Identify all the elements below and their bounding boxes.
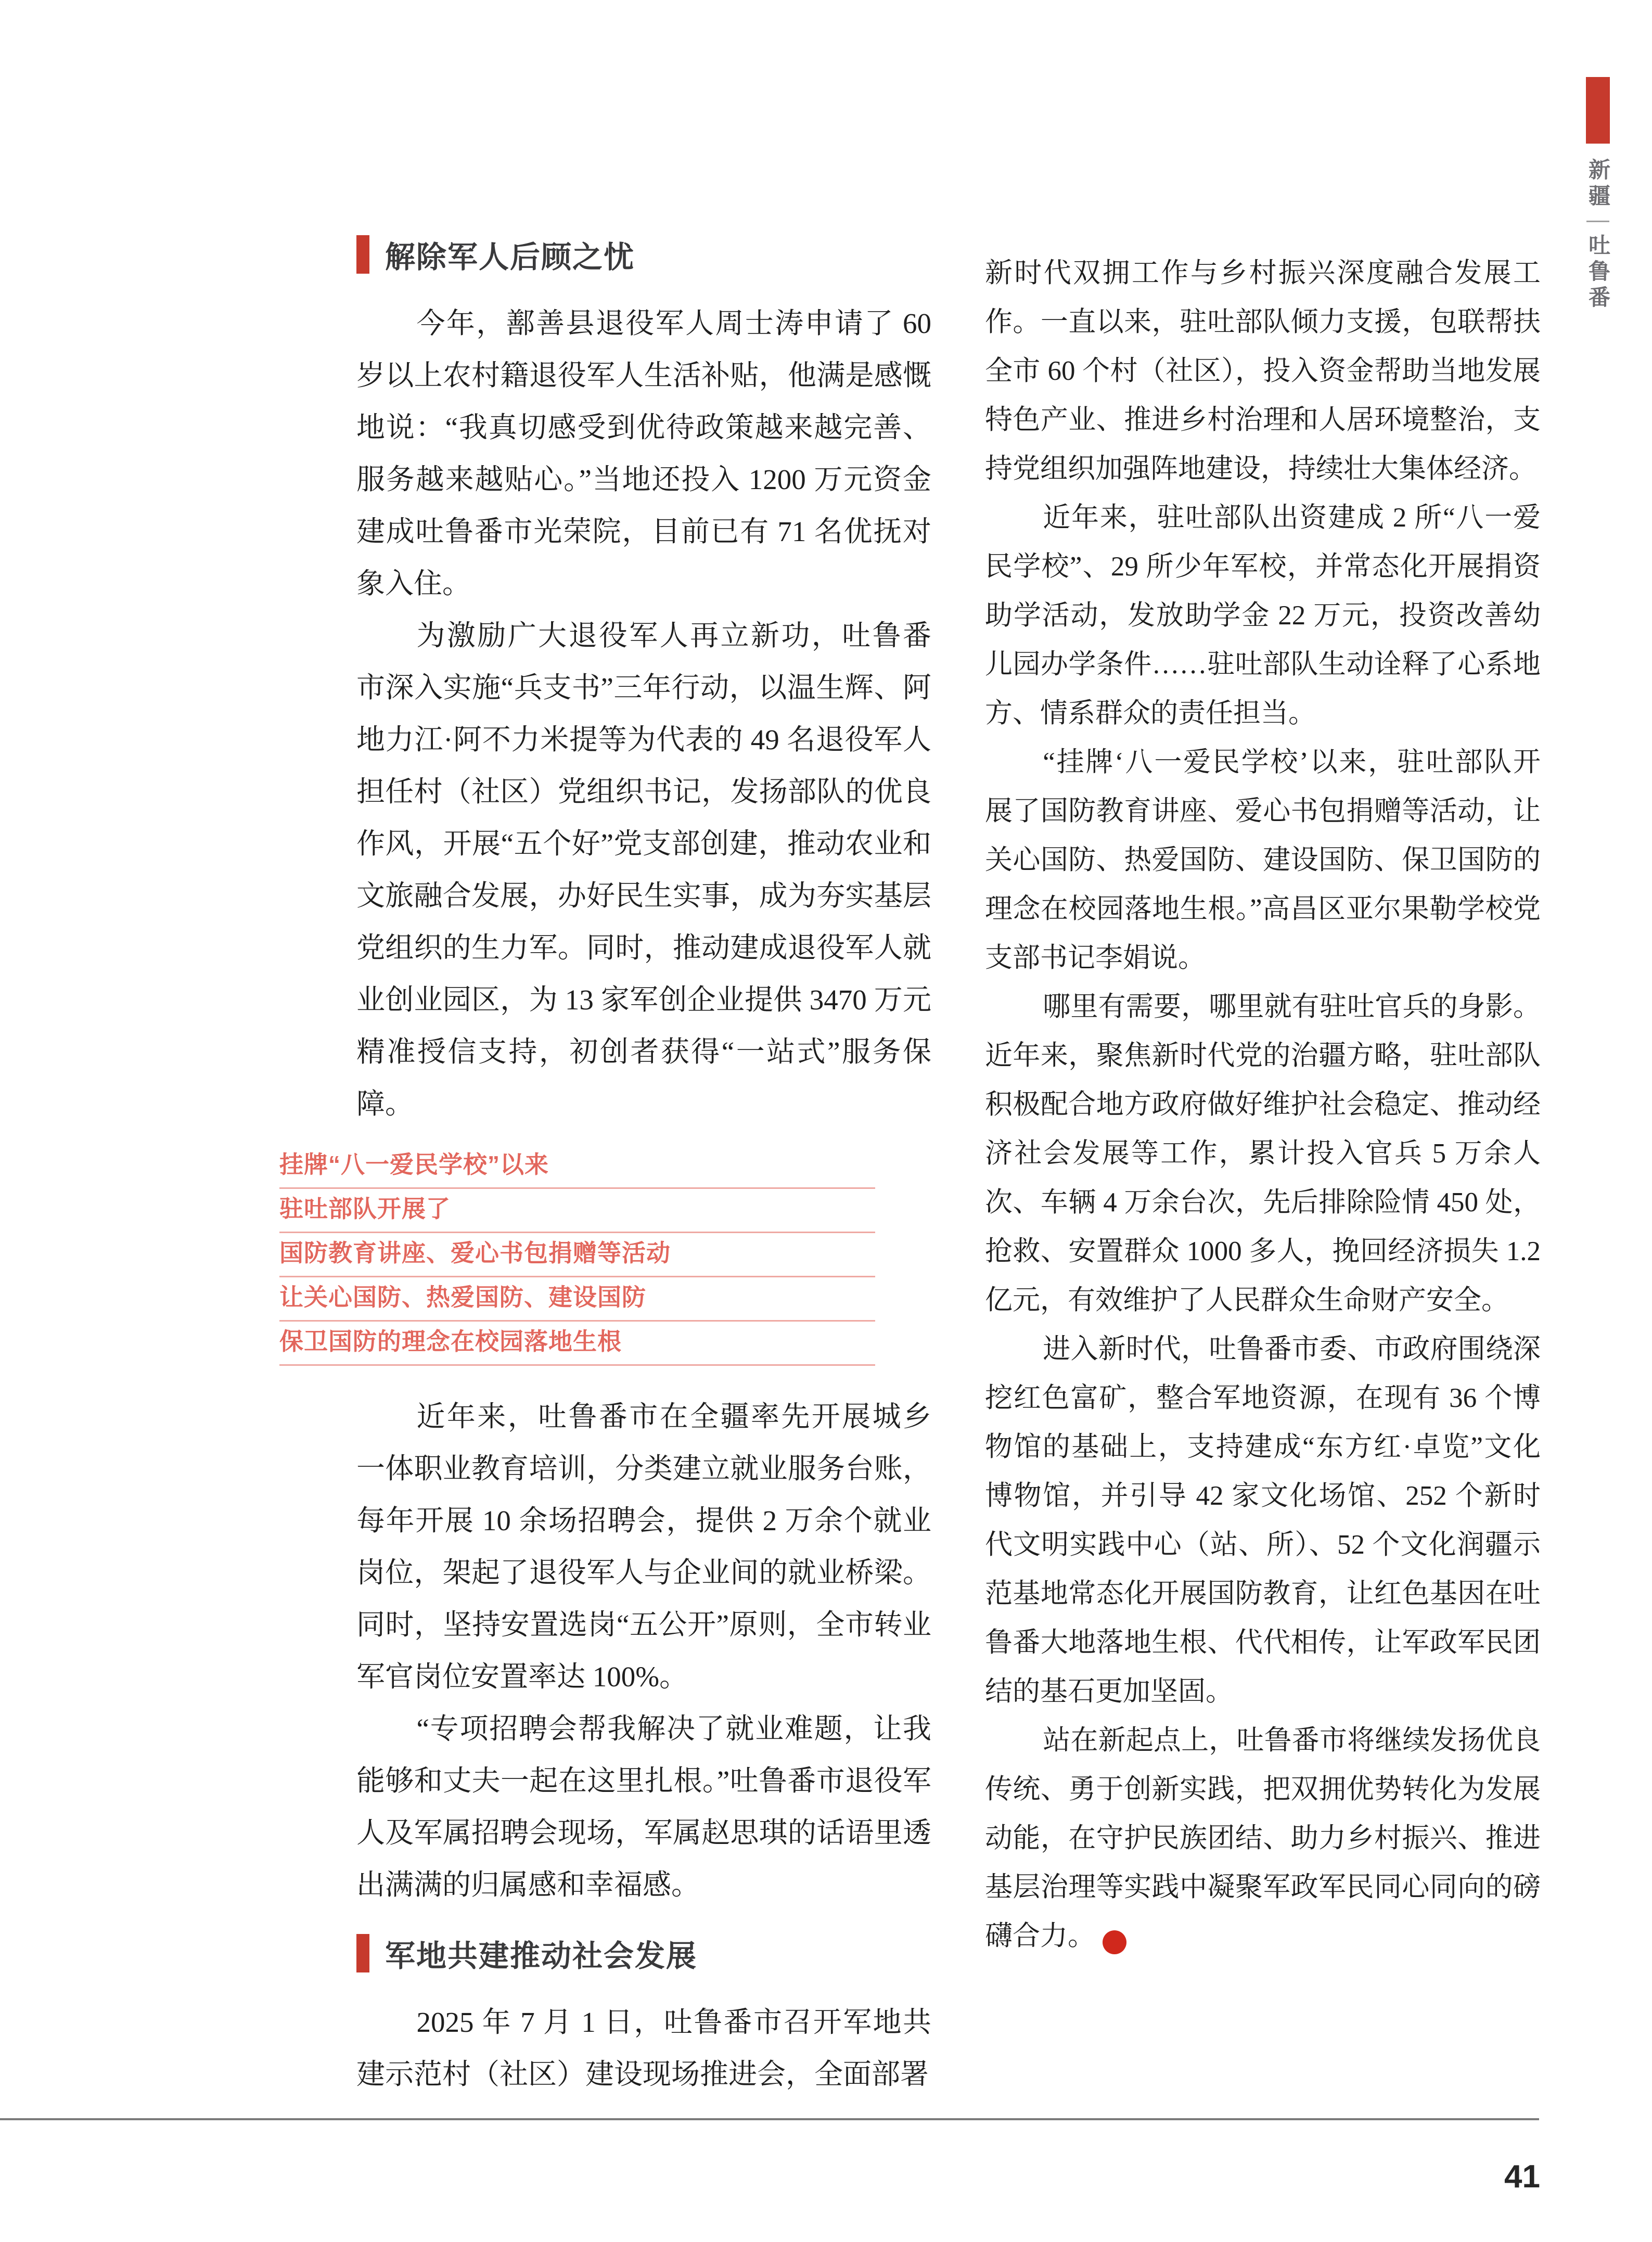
paragraph: 新时代双拥工作与乡村振兴深度融合发展工作。一直以来，驻吐部队倾力支援，包联帮扶全市 60 个村（社区），投入资金帮助当地发展特色产业、推进乡村治理和人居环境整治，支持党组织加强阵地建设，持续壮大集体经济。: [985, 258, 1541, 484]
paragraph: “专项招聘会帮我解决了就业难题，让我能够和丈夫一起在这里扎根。”吐鲁番市退役军人及军属招聘会现场，军属赵思琪的话语里透出满满的归属感和幸福感。: [356, 1713, 931, 1901]
heading-accent-bar: [356, 1934, 369, 1972]
pull-quote-line: 国防教育讲座、爱心书包捐赠等活动: [279, 1233, 875, 1277]
pull-quote-line: 保卫国防的理念在校园落地生根: [279, 1322, 875, 1366]
paragraph-text: 站在新起点上，吐鲁番市将继续发扬优良传统、勇于创新实践，把双拥优势转化为发展动能，在守护民族团结、助力乡村振兴、推进基层治理等实践中凝聚军政军民同心同向的磅礴合力。: [985, 1725, 1541, 1951]
paragraph: 进入新时代，吐鲁番市委、市政府围绕深挖红色富矿，整合军地资源，在现有 36 个博物馆的基础上，支持建成“东方红·卓览”文化博物馆，并引导 42 家文化场馆、252 个新时代文明实践中心（站、所）、52 个文化润疆示范基地常态化开展国防教育，让红色基因在吐鲁番大地落地生根、代代相传，让军政军民团结的基石更加坚固。: [985, 1334, 1541, 1707]
paragraph: [985, 1716, 1541, 1961]
paragraph: 2025 年 7 月 1 日，吐鲁番市召开军地共建示范村（社区）建设现场推进会，全面部署: [356, 2006, 931, 2090]
section-title: 军地共建推动社会发展: [385, 1939, 698, 1973]
footer-rule: [0, 2118, 1539, 2120]
paragraph: 为激励广大退役军人再立新功，吐鲁番市深入实施“兵支书”三年行动，以温生辉、阿地力江·阿不力米提等为代表的 49 名退役军人担任村（社区）党组织书记，发扬部队的优良作风，开展“五个好”党支部创建，推动农业和文旅融合发展，办好民生实事，成为夯实基层党组织的生力军。同时，推动建成退役军人就业创业园区，为 13 家军创企业提供 3470 万元精准授信支持，初创者获得“一站式”服务保障。: [356, 620, 931, 1120]
section-heading-2: [356, 1933, 931, 1974]
pull-quote-line: 挂牌“八一爱民学校”以来: [279, 1145, 875, 1189]
edge-sidebar: [1583, 77, 1613, 312]
pull-quote-line: 驻吐部队开展了: [279, 1189, 875, 1233]
section-heading-1: [356, 234, 931, 275]
paragraph: 近年来，驻吐部队出资建成 2 所“八一爱民学校”、29 所少年军校，并常态化开展捐资助学活动，发放助学金 22 万元，投资改善幼儿园办学条件……驻吐部队生动诠释了心系地方、情系群众的责任担当。: [985, 503, 1541, 728]
section-title: 解除军人后顾之忧: [385, 240, 635, 274]
paragraph: 近年来，吐鲁番市在全疆率先开展城乡一体职业教育培训，分类建立就业服务台账，每年开展 10 余场招聘会，提供 2 万余个就业岗位，架起了退役军人与企业间的就业桥梁。同时，坚持安置选岗“五公开”原则，全市转业军官岗位安置率达 100%。: [356, 1401, 931, 1693]
pull-quote: [279, 1145, 875, 1366]
left-column: [279, 234, 931, 2100]
end-of-article-icon: N: [1103, 1930, 1126, 1954]
paragraph: 今年，鄯善县退役军人周士涛申请了 60 岁以上农村籍退役军人生活补贴，他满是感慨地说：“我真切感受到优待政策越来越完善、服务越来越贴心。”当地还投入 1200 万元资金建成吐鲁番市光荣院，目前已有 71 名优抚对象入住。: [356, 308, 931, 599]
pull-quote-line: 让关心国防、热爱国防、建设国防: [279, 1277, 875, 1322]
right-column: [985, 249, 1541, 1961]
paragraph: 哪里有需要，哪里就有驻吐官兵的身影。近年来，聚焦新时代党的治疆方略，驻吐部队积极配合地方政府做好维护社会稳定、推动经济社会发展等工作，累计投入官兵 5 万余人次、车辆 4 万余台次，先后排除险情 450 处，抢救、安置群众 1000 多人，挽回经济损失 1.2 亿元，有效维护了人民群众生命财产安全。: [985, 992, 1541, 1315]
sidebar-divider: [1586, 221, 1609, 222]
sidebar-red-block: [1586, 77, 1610, 144]
sidebar-city-label: 吐鲁番: [1586, 234, 1610, 312]
heading-accent-bar: [356, 235, 369, 274]
paragraph: “挂牌‘八一爱民学校’以来，驻吐部队开展了国防教育讲座、爱心书包捐赠等活动，让关心国防、热爱国防、建设国防、保卫国防的理念在校园落地生根。”高昌区亚尔果勒学校党支部书记李娟说。: [985, 747, 1541, 973]
page-number: 41: [1504, 2159, 1540, 2195]
sidebar-region-label: 新疆: [1586, 158, 1610, 210]
